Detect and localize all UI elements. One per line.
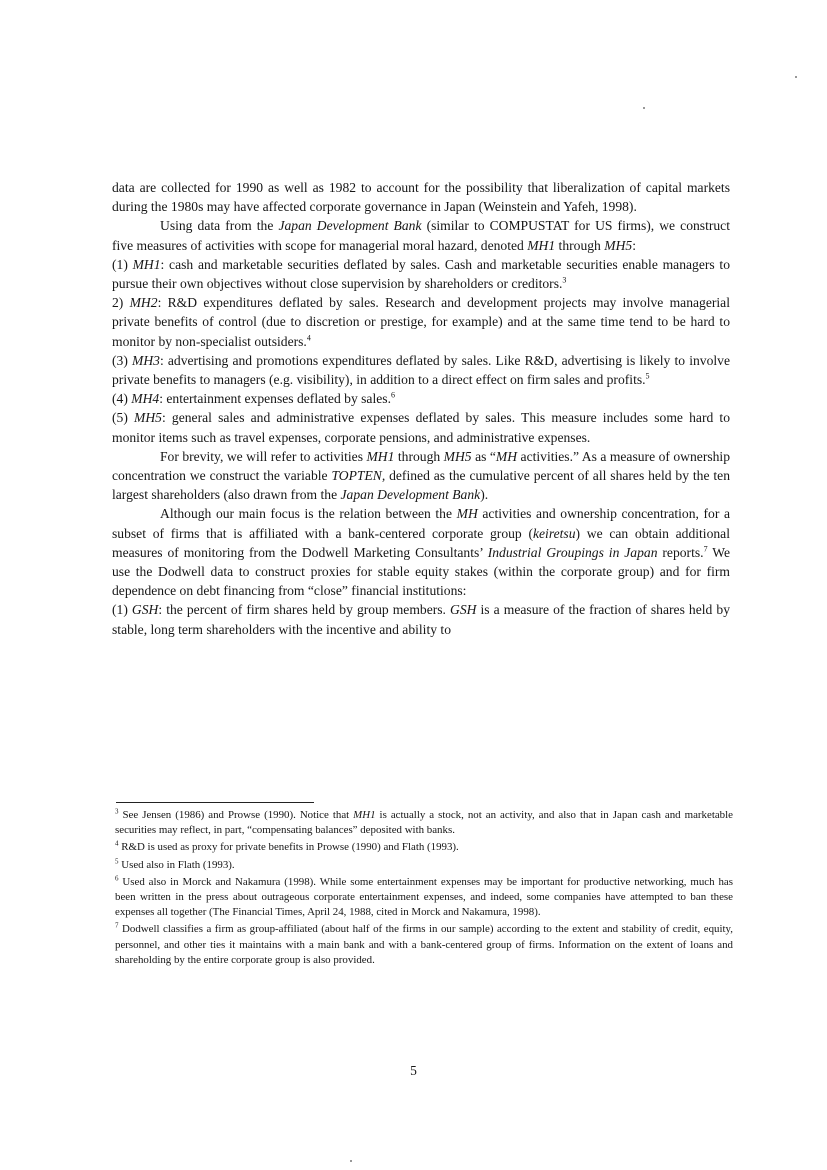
body-text bbox=[112, 178, 730, 639]
footnote-5: $^5$ Used also in Flath (1993). bbox=[115, 856, 235, 871]
scan-speck bbox=[350, 1160, 352, 1162]
scan-speck bbox=[643, 107, 645, 109]
footnotes bbox=[115, 808, 733, 970]
footnote-ref-4: 4 bbox=[306, 333, 311, 343]
footnote-3: $^3$ See Jensen (1986) and Prowse (1990). Notice that MH1 is actually a stock, not an activity, and also that in Japan cash and marketable securities may reflect, in part, “compensating balances” deposited with banks. bbox=[115, 807, 733, 837]
footnote-ref-7: 7 bbox=[703, 544, 708, 554]
list-item-mh1: (1) MH1: cash and marketable securities deflated by sales. Cash and marketable securities enable managers to pursue their own objectives without close supervision by shareholders or creditors.$^3$ bbox=[112, 256, 730, 292]
page-number: 5 bbox=[410, 1063, 417, 1078]
paragraph-topten: For brevity, we will refer to activities MH1 through MH5 as “MH activities.” As a measure of ownership concentration we construct the variable TOPTEN, defined as the cumulative percent of all shares held by the ten largest shareholders (also drawn from the Japan Development Bank). bbox=[112, 448, 731, 503]
paragraph-data-source: Using data from the Japan Development Bank (similar to COMPUSTAT for US firms), we construct five measures of activities with scope for managerial moral hazard, denoted MH1 through MH5: bbox=[112, 218, 730, 253]
footnote-6: $^6$ Used also in Morck and Nakamura (1998). While some entertainment expenses may be important for productive networking, much has been written in the press about outrageous corporate entertainment expenses, and indeed, some companies have attempted to ban these expenses all together (The Financial Times, April 24, 1988, cited in Morck and Nakamura, 1998). bbox=[115, 874, 733, 919]
list-item-mh2: 2) MH2: R&D expenditures deflated by sales. Research and development projects may involve managerial private benefits of control (due to discretion or prestige, for example) and at the same time tend to be hard to monitor by non-specialist outsiders.$^4$ bbox=[112, 295, 730, 349]
footnote-ref-3: 3 bbox=[562, 275, 567, 285]
footnote-ref-5: 5 bbox=[645, 371, 650, 381]
footnote-divider bbox=[116, 802, 314, 803]
paragraph-dodwell: Although our main focus is the relation between the MH activities and ownership concentration, for a subset of firms that is affiliated with a bank-centered corporate group (keiretsu) we can obtain additional measures of monitoring from the Dodwell Marketing Consultants’ Industrial Groupings in Japan reports.$^7$ We use the Dodwell data to construct proxies for stable equity stakes (within the corporate group) and for firm dependence on debt financing from “close” financial institutions: bbox=[112, 506, 730, 599]
list-item-mh3: (3) MH3: advertising and promotions expenditures deflated by sales. Like R&D, advertising is likely to involve private benefits to managers (e.g. visibility), in addition to a direct effect on firm sales and profits.$^5$ bbox=[112, 352, 730, 388]
list-item-mh5: (5) MH5: general sales and administrative expenses deflated by sales. This measure includes some hard to monitor items such as travel expenses, corporate pensions, and administrative expenses. bbox=[112, 410, 730, 445]
footnote-7: $^7$ Dodwell classifies a firm as group-affiliated (about half of the firms in our sample) according to the extent and stability of credit, equity, personnel, and other ties it maintains with a main bank and with a bank-centered group of firms. Information on the extent of loans and shareholding by the entire corporate group is also provided. bbox=[115, 921, 733, 966]
list-item-gsh: (1) GSH: the percent of firm shares held by group members. GSH is a measure of the fraction of shares held by stable, long term shareholders with the incentive and ability to bbox=[112, 602, 730, 637]
footnote-ref-6: 6 bbox=[390, 390, 395, 400]
footnote-4: $^4$ R&D is used as proxy for private benefits in Prowse (1990) and Flath (1993). bbox=[115, 839, 459, 854]
list-item-mh4: (4) MH4: entertainment expenses deflated by sales.$^6$ bbox=[112, 390, 395, 407]
scan-speck bbox=[795, 76, 797, 78]
paragraph-data-collection: data are collected for 1990 as well as 1982 to account for the possibility that liberalization of capital markets during the 1980s may have affected corporate governance in Japan (Weinstein and Yafeh, 1998). bbox=[112, 180, 730, 215]
